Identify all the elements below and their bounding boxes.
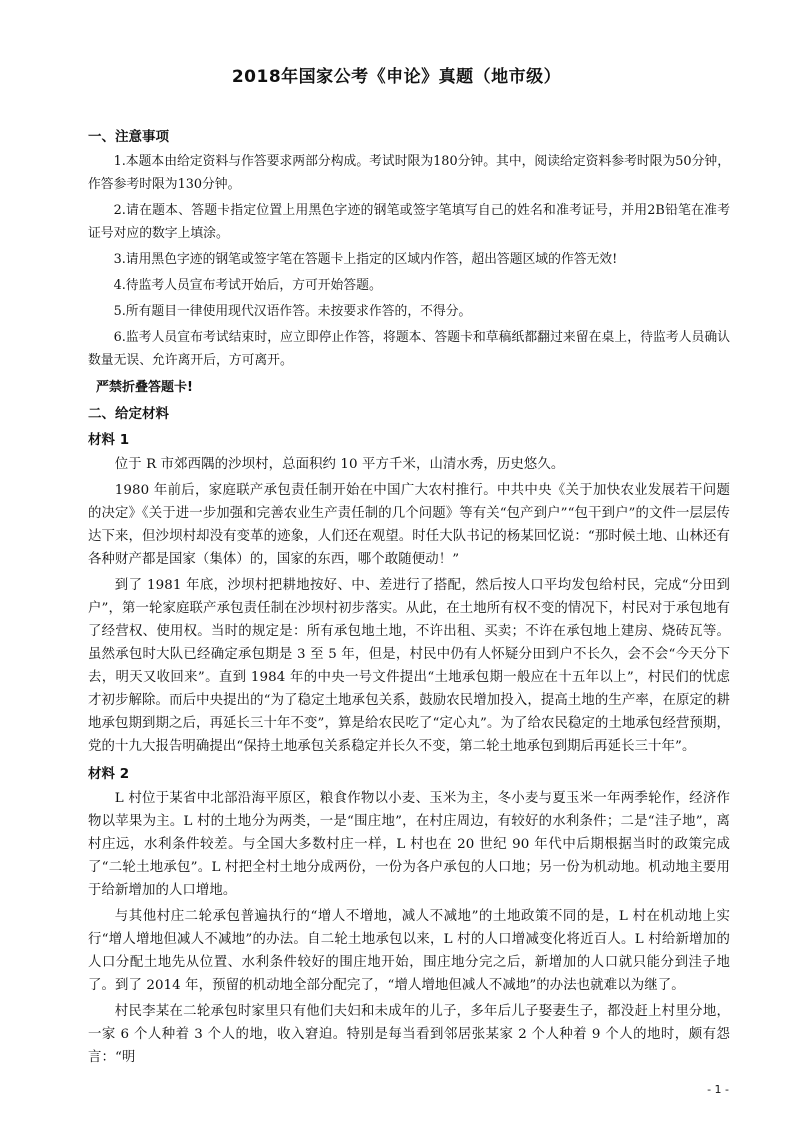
notice-item: 1.本题本由给定资料与作答要求两部分构成。考试时限为180分钟。其中，阅读给定资料参考时限为50分钟，作答参考时限为130分钟。 (88, 154, 730, 192)
material-1-paragraph: 位于 R 市郊西隅的沙坝村，总面积约 10 平方千米，山清水秀，历史悠久。 (114, 457, 565, 472)
page-number: - 1 - (707, 1083, 729, 1096)
notice-item: 6.监考人员宣布考试结束时，应立即停止作答，将题本、答题卡和草稿纸都翻过来留在桌上，待监考人员确认数量无误、允许离开后，方可离开。 (88, 330, 730, 368)
material-1-paragraph: 1980 年前后，家庭联产承包责任制开始在中国广大农村推行。中共中央《关于加快农业发展若干问题的决定》《关于进一步加强和完善农业生产责任制的几个问题》等有关“包产到户”“包干到户”的文件一层层传达下来，但沙坝村却没有变革的迹象，人们还在观望。时任大队书记的杨某回忆说：“那时候土地、山林还有各种财产都是国家（集体）的，国家的东西，哪个敢随便动！” (88, 483, 730, 567)
document-body (88, 124, 730, 1072)
section-heading-notice: 一、注意事项 (88, 129, 169, 145)
notice-item: 2.请在题本、答题卡指定位置上用黑色字迹的钢笔或签字笔填写自己的姓名和准考证号，并用2B铅笔在准考证号对应的数字上填涂。 (88, 203, 730, 241)
material-2-title: 材料 2 (88, 766, 130, 782)
material-2-paragraph: 与其他村庄二轮承包普遍执行的“增人不增地，减人不减地”的土地政策不同的是，L 村在机动地上实行“增人增地但减人不减地”的办法。自二轮土地承包以来，L 村的人口增减变化将近百人。L 村给新增加的人口分配土地先从位置、水利条件较好的围庄地开始，围庄地分完之后，新增加的人口就只能分到洼子地了。到了 2014 年，预留的机动地全部分配完了，“增人增地但减人不减地”的办法也就难以为继了。 (88, 909, 730, 993)
material-1-paragraph: 到了 1981 年底，沙坝村把耕地按好、中、差进行了搭配，然后按人口平均发包给村民，完成“分田到户”，第一轮家庭联产承包责任制在沙坝村初步落实。从此，在土地所有权不变的情况下，村民对于承包地有了经营权、使用权。当时的规定是：所有承包地土地，不许出租、买卖；不许在承包地上建房、烧砖瓦等。虽然承包时大队已经确定承包期是 3 至 5 年，但是，村民中仍有人怀疑分田到户不长久，会不会“今天分下去，明天又收回来”。直到 1984 年的中央一号文件提出“土地承包期一般应在十五年以上”，村民们的忧虑才初步解除。而后中央提出的“为了稳定土地承包关系，鼓励农民增加投入，提高土地的生产率，在原定的耕地承包期到期之后，再延长三十年不变”，算是给农民吃了“定心丸”。为了给农民稳定的土地承包经营预期，党的十九大报告明确提出“保持土地承包关系稳定并长久不变，第二轮土地承包到期后再延长三十年”。 (88, 578, 730, 754)
notice-item: 3.请用黑色字迹的钢笔或签字笔在答题卡上指定的区域内作答，超出答题区域的作答无效! (113, 252, 618, 267)
material-2-paragraph: 村民李某在二轮承包时家里只有他们夫妇和未成年的儿子，多年后儿子娶妻生子，都没赶上村里分地，一家 6 个人种着 3 个人的地，收入窘迫。特别是每当看到邻居张某家 2 个人种着 9 个人的地时，颇有怨言：“明 (88, 1004, 730, 1065)
document-title: 2018年国家公考《申论》真题（地市级） (231, 67, 562, 87)
notice-item: 4.待监考人员宣布考试开始后，方可开始答题。 (113, 278, 382, 293)
warning-text: 严禁折叠答题卡! (96, 380, 193, 395)
material-2-paragraph: L 村位于某省中北部沿海平原区，粮食作物以小麦、玉米为主，冬小麦与夏玉米一年两季轮作，经济作物以苹果为主。L 村的土地分为两类，一是“围庄地”，在村庄周边，有较好的水利条件；二是“洼子地”，离村庄远，水利条件较差。与全国大多数村庄一样，L 村也在 20 世纪 90 年代中后期根据当时的政策完成了“二轮土地承包”。L 村把全村土地分成两份，一份为各户承包的人口地；另一份为机动地。机动地主要用于给新增加的人口增地。 (88, 791, 730, 898)
section-heading-materials: 二、给定材料 (88, 406, 169, 422)
material-1-title: 材料 1 (88, 432, 130, 448)
notice-item: 5.所有题目一律使用现代汉语作答。未按要求作答的，不得分。 (113, 304, 472, 319)
